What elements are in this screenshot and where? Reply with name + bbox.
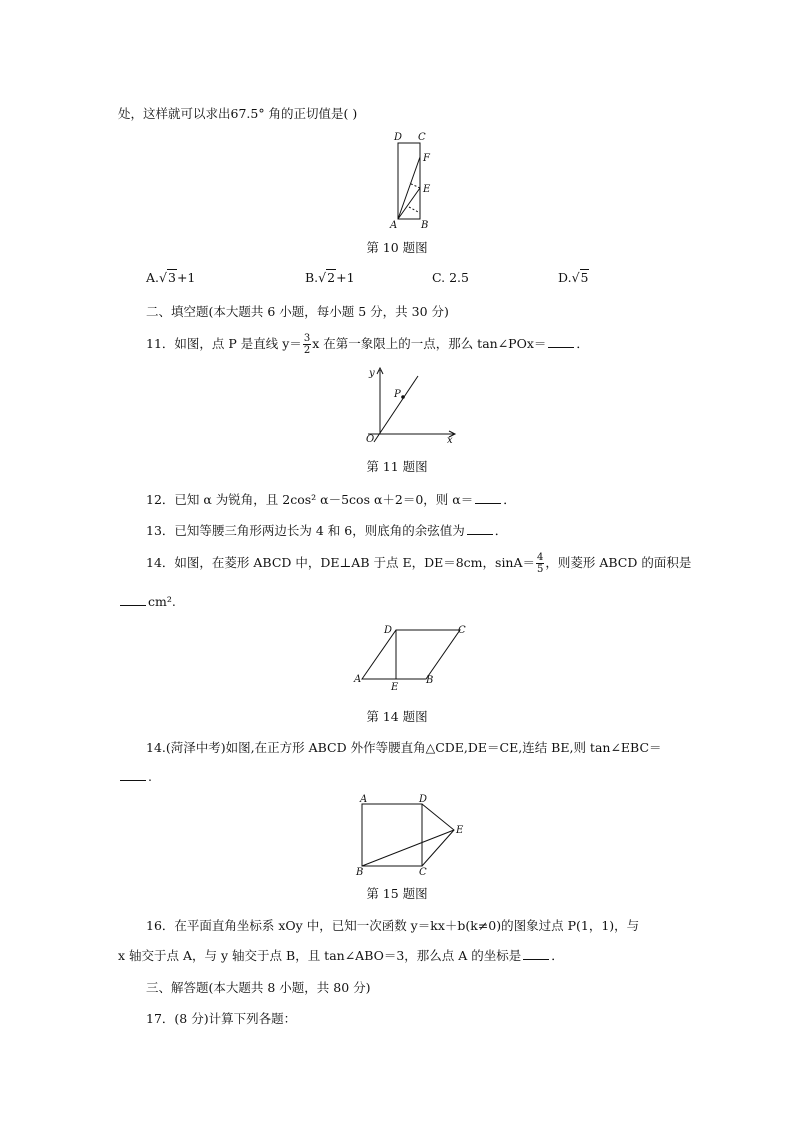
- q15-label-a: A: [360, 794, 368, 805]
- q10-label-f: F: [423, 153, 430, 164]
- q14-label-e: E: [391, 682, 399, 692]
- q10-label-c: C: [418, 132, 426, 143]
- q14-answer-line: cm².: [118, 594, 176, 609]
- q11-label-x: x: [447, 435, 453, 446]
- q11-stem: 11．如图，点 P 是直线 y＝ $\frac{3}{2}$ x 在第一象限上的一点，那么 tan∠POx＝ ．: [146, 333, 589, 356]
- q11-fraction: $\frac{3}{2}$: [303, 333, 311, 356]
- q15-label-e: E: [456, 825, 464, 836]
- q14-label-d: D: [384, 625, 393, 636]
- q12-stem: 12．已知 α 为锐角，且 2cos² α－5cos α＋2＝0，则 α＝ ．: [146, 492, 516, 507]
- q14-label-c: C: [458, 625, 466, 636]
- section-2-heading: 二、填空题(本大题共 6 小题，每小题 5 分，共 30 分): [146, 304, 449, 319]
- q10-option-a: A.√3+1: [146, 270, 196, 285]
- q10-option-c: C. 2.5: [432, 270, 469, 285]
- q10-caption: 第 10 题图: [366, 240, 428, 255]
- q15-answer-blank: [120, 780, 146, 781]
- q16-line-2: x 轴交于点 A，与 y 轴交于点 B，且 tan∠ABO＝3，那么点 A 的坐标是 ．: [118, 948, 564, 963]
- q13-answer-blank: [467, 534, 493, 535]
- q10-label-a: A: [390, 220, 398, 230]
- q10-option-b: B.√2+1: [305, 270, 355, 285]
- q14-fraction: $\frac{4}{5}$: [537, 552, 544, 575]
- q11-caption: 第 11 题图: [366, 459, 428, 474]
- section-3-heading: 三、解答题(本大题共 8 小题，共 80 分): [146, 980, 371, 995]
- q10-label-e: E: [423, 184, 431, 195]
- q16-answer-blank: [523, 959, 549, 960]
- q10-figure: [385, 130, 445, 230]
- q14-answer-blank: [120, 605, 146, 606]
- q10-label-b: B: [421, 220, 429, 230]
- q14-stem: 14．如图，在菱形 ABCD 中，DE⊥AB 于点 E，DE＝8cm，sinA＝ $\frac{4}{5}$ ，则菱形 ABCD 的面积是: [146, 552, 692, 575]
- q15-caption: 第 15 题图: [366, 886, 428, 901]
- q15-figure: [352, 794, 472, 878]
- q10-option-d: D.√5: [558, 270, 589, 285]
- q11-label-o: O: [366, 434, 375, 445]
- q12-answer-blank: [475, 503, 501, 504]
- q11-label-p: P: [394, 389, 401, 400]
- q15-stem: 14.(菏泽中考)如图,在正方形 ABCD 外作等腰直角△CDE,DE＝CE,连结 BE,则 tan∠EBC＝: [146, 740, 662, 755]
- q14-figure: [350, 620, 470, 692]
- q11-answer-blank: [548, 347, 574, 348]
- q10-label-d: D: [394, 132, 403, 143]
- q10-stem: 处，这样就可以求出67.5° 角的正切值是( ): [118, 106, 358, 121]
- q11-figure: [360, 364, 460, 446]
- q14-caption: 第 14 题图: [366, 709, 428, 724]
- q15-label-d: D: [419, 794, 428, 805]
- q13-stem: 13．已知等腰三角形两边长为 4 和 6，则底角的余弦值为 ．: [146, 523, 508, 538]
- q14-label-a: A: [354, 674, 362, 685]
- q15-label-b: B: [356, 867, 364, 878]
- q11-label-y: y: [369, 368, 375, 379]
- q16-line-1: 16．在平面直角坐标系 xOy 中，已知一次函数 y＝kx＋b(k≠0)的图象过点 P(1，1)，与: [146, 918, 640, 933]
- q15-answer-line: .: [118, 769, 152, 784]
- q17-stem: 17．(8 分)计算下列各题：: [146, 1011, 297, 1026]
- q15-label-c: C: [419, 867, 427, 878]
- q14-label-b: B: [426, 675, 434, 686]
